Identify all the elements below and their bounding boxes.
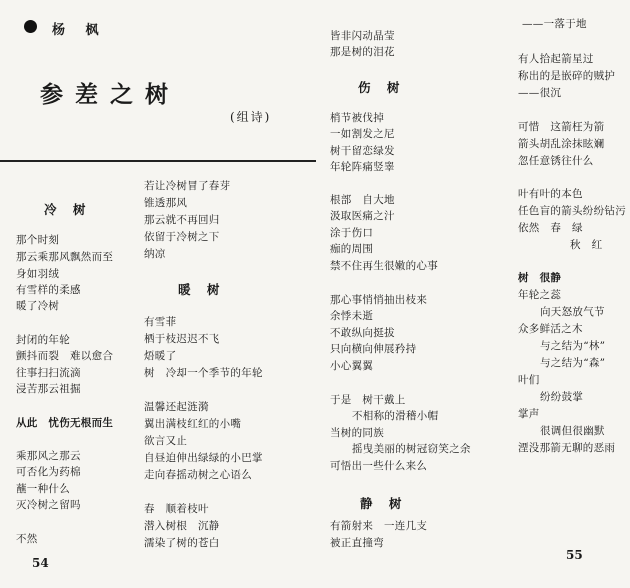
poem-line: 封闭的年轮: [16, 334, 70, 346]
poem-line: 那心事悄悄抽出枝来: [330, 294, 428, 306]
poem-line: 于是 树干戴上: [330, 394, 406, 406]
poem-line: 有人拾起箭星过: [518, 53, 594, 65]
author-name: 杨 枫: [52, 23, 107, 38]
poem-line: 乘那风之那云: [16, 450, 81, 462]
poem-line: 若让冷树冒了春芽: [144, 180, 231, 192]
poem-line: 忽任意锈往什么: [518, 155, 594, 167]
poem-line: 温馨还起涟漪: [144, 401, 209, 413]
poem-line: 汲取医痛之汁: [330, 210, 395, 222]
poem-line: 任色盲的箭头纷纷钻污: [518, 205, 626, 217]
poem-line: 纷纷鼓掌: [540, 391, 584, 403]
poem-line: 可惜 这箭枉为箭: [518, 121, 605, 133]
poem-line: 湮没那箭无聊的恶雨: [518, 442, 616, 454]
poem-line: ——一落于地: [522, 18, 587, 30]
poem-line: 根部 自大地: [330, 194, 395, 206]
poem-line: 秋 红: [570, 239, 603, 251]
poem-line: 当树的同族: [330, 427, 384, 439]
page-number-right: 55: [566, 548, 583, 562]
poem-line: 往事扫扫流滴: [16, 367, 81, 379]
poem-line: 那云就不再回归: [144, 214, 220, 226]
divider-rule: [0, 160, 316, 162]
poem-line: 箭头胡乱涂抹眩斓: [518, 138, 605, 150]
poem-line: 树 很静: [518, 272, 562, 284]
poem-line: 身如羽绒: [16, 268, 60, 280]
poem-line: 那个时刻: [16, 234, 60, 246]
poem-line: 与之结为“森”: [540, 357, 606, 369]
poem-line: 梢节被伐掉: [330, 112, 384, 124]
poem-line: 欲言又止: [144, 435, 188, 447]
poem-line: 依然 春 绿: [518, 222, 583, 234]
author-dot-icon: [24, 20, 37, 33]
poem-line: 余悸未逝: [330, 310, 374, 322]
poem-line: 涂于伤口: [330, 227, 374, 239]
poem-line: 不然: [16, 533, 38, 545]
poem-line: 小心翼翼: [330, 360, 374, 372]
poem-line: 走向春摇动树之心语么: [144, 469, 252, 481]
poem-line: 纳凉: [144, 248, 166, 260]
poem-line: 那云乘那风飘然而至: [16, 251, 114, 263]
poem-line: 称出的是嵌碎的贼护: [518, 70, 616, 82]
poem-line: 有箭射来 一连几支: [330, 520, 428, 532]
poem-line: 灭冷树之留吗: [16, 499, 81, 511]
poem-line: 春 顺着枝叶: [144, 503, 209, 515]
poem-line: 很调但很幽默: [540, 425, 605, 437]
poem-line: 痂的周围: [330, 243, 374, 255]
poem-line: 掌声: [518, 408, 540, 420]
poem-line: 有雪菲: [144, 316, 177, 328]
poem-line: 只向横向伸展矜持: [330, 343, 417, 355]
poem-line: 摇曳美丽的树冠窃笑之余: [352, 443, 471, 455]
poem-line: 树干留恋绿发: [330, 145, 395, 157]
poem-line: 皆非闪动晶莹: [330, 30, 395, 42]
poem-line: 叶有叶的本色: [518, 188, 583, 200]
poem-line: 年轮阵痛竖睾: [330, 161, 395, 173]
poem-line: 有雪样的柔感: [16, 284, 81, 296]
poem-line: 濡染了树的苍白: [144, 537, 220, 549]
poem-line: 向天怒放气节: [540, 306, 605, 318]
poem-line: 年轮之蕊: [518, 289, 562, 301]
poem-line: 自昼迫伸出绿绿的小巴掌: [144, 452, 263, 464]
section-heading-warm-tree: 暖 树: [178, 282, 226, 297]
poem-line: 潜入树根 沉静: [144, 520, 220, 532]
poem-line: 不敢纵向挺拔: [330, 327, 395, 339]
poem-line: 暖了冷树: [16, 300, 60, 312]
poem-line: 依留于冷树之下: [144, 231, 220, 243]
poem-line: 焐暖了: [144, 350, 177, 362]
poem-line: 不相称的滑稽小帽: [352, 410, 439, 422]
subtitle: (组诗): [230, 110, 272, 124]
poem-line: 树 冷却一个季节的年轮: [144, 367, 263, 379]
poem-line: 浸苦那云祖掘: [16, 383, 81, 395]
poem-line: 翼出满枝红红的小嘴: [144, 418, 242, 430]
poem-line: 禁不住再生很嫩的心事: [330, 260, 438, 272]
poem-line: 蘸一种什么: [16, 483, 70, 495]
poem-line: 可悟出一些什么来么: [330, 460, 428, 472]
poem-line: 与之结为“林”: [540, 340, 606, 352]
page-number-left: 54: [32, 556, 49, 570]
poem-line: 一如割发之尼: [330, 128, 395, 140]
poem-line: 栖于枝迟迟不飞: [144, 333, 220, 345]
poem-line: 众多鲜活之木: [518, 323, 583, 335]
poem-line: 被正直撞弯: [330, 537, 384, 549]
section-heading-still-tree: 静 树: [360, 496, 408, 511]
page-title: 参差之树: [40, 81, 180, 108]
poem-line: 叶们: [518, 374, 540, 386]
poem-line: 颤抖而裂 难以愈合: [16, 350, 114, 362]
section-heading-cold-tree: 冷 树: [44, 202, 92, 217]
poem-line: 可否化为药棉: [16, 466, 81, 478]
poem-line: ——很沉: [518, 87, 562, 99]
poem-line: 锥透那风: [144, 197, 188, 209]
poem-line: 从此 忧伤无根而生: [16, 417, 114, 429]
poem-line: 那是树的泪花: [330, 46, 395, 58]
section-heading-injured-tree: 伤 树: [358, 80, 406, 95]
